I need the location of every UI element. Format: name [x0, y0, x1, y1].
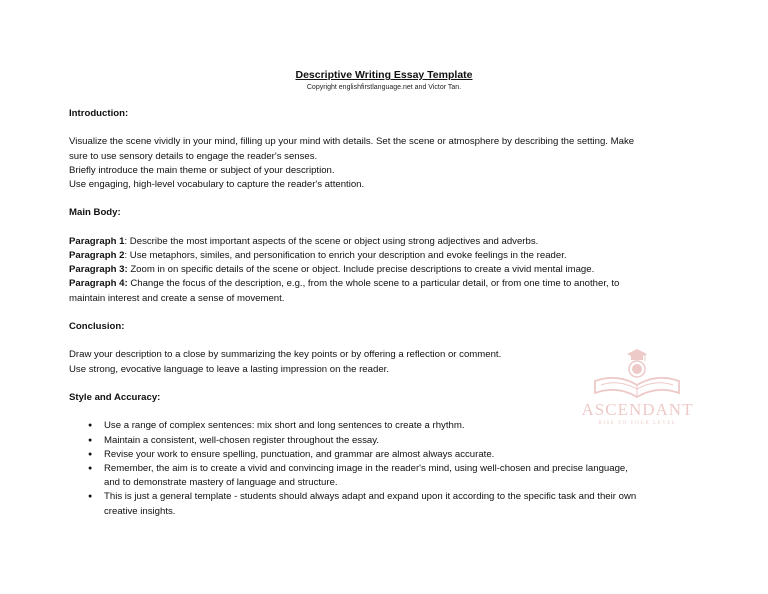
document-title: Descriptive Writing Essay Template: [295, 69, 473, 81]
paragraph-3-line: [69, 263, 709, 277]
paragraph-label: Paragraph 3:: [69, 264, 128, 276]
conclusion-line: Use strong, evocative language to leave a lasting impression on the reader.: [69, 363, 389, 375]
paragraph-1-line: [69, 235, 709, 249]
copyright-line: Copyright englishfirstlanguage.net and Victor Tan.: [306, 84, 462, 91]
paragraph-text: Change the focus of the description, e.g., from the whole scene to a particular detail, or from one time to another, to: [127, 278, 620, 290]
graduation-book-logo-icon: [575, 345, 700, 401]
bullet-item: ● Use a range of complex sentences: mix short and long sentences to create a rhythm.: [69, 419, 709, 433]
ascendant-watermark: [575, 345, 700, 435]
introduction-heading: Introduction:: [69, 108, 129, 119]
paragraph-label: Paragraph 2: [69, 249, 125, 261]
style-accuracy-heading: Style and Accuracy:: [69, 391, 161, 403]
bullet-item: ● Revise your work to ensure spelling, punctuation, and grammar are almost always accurate.: [69, 448, 709, 462]
paragraph-text: Zoom in on specific details of the scene or object. Include precise descriptions to create a vivid mental image.: [127, 264, 595, 276]
bullet-item: ● This is just a general template - students should always adapt and expand upon it according to the specific task and their own creative insights.: [69, 490, 709, 518]
conclusion-line: Draw your description to a close by summarizing the key points or by offering a reflection or comment.: [69, 349, 502, 361]
watermark-name: ASCENDANT: [581, 400, 694, 419]
main-body-heading: Main Body:: [69, 207, 121, 219]
paragraph-label: Paragraph 1: [69, 235, 125, 247]
introduction-line: Briefly introduce the main theme or subject of your description.: [69, 164, 335, 176]
introduction-line: Use engaging, high-level vocabulary to capture the reader's attention.: [69, 179, 365, 190]
introduction-line: sure to use sensory details to engage the reader's senses.: [69, 150, 318, 162]
document-body: [69, 107, 709, 519]
paragraph-text: : Use metaphors, similes, and personification to enrich your description and evoke feelings in the reader.: [124, 249, 567, 261]
paragraph-2-line: [69, 249, 709, 263]
paragraph-4-continued: maintain interest and create a sense of movement.: [69, 292, 285, 304]
bullet-item: ● Remember, the aim is to create a vivid and convincing image in the reader's mind, using well-chosen and precise language, and to demonstrate mastery of language and structure.: [69, 462, 709, 490]
conclusion-heading: Conclusion:: [69, 320, 125, 332]
bullet-item: ● Maintain a consistent, well-chosen register throughout the essay.: [69, 434, 709, 448]
paragraph-text: : Describe the most important aspects of the scene or object using strong adjectives and adverbs.: [124, 235, 539, 247]
watermark-tagline: RISE TO YOUR LEVEL: [598, 421, 677, 426]
paragraph-label: Paragraph 4:: [69, 278, 128, 290]
introduction-line: Visualize the scene vividly in your mind, filling up your mind with details. Set the scene or atmosphere by describing the setting. Make: [69, 136, 635, 148]
paragraph-4-line: [69, 277, 709, 291]
